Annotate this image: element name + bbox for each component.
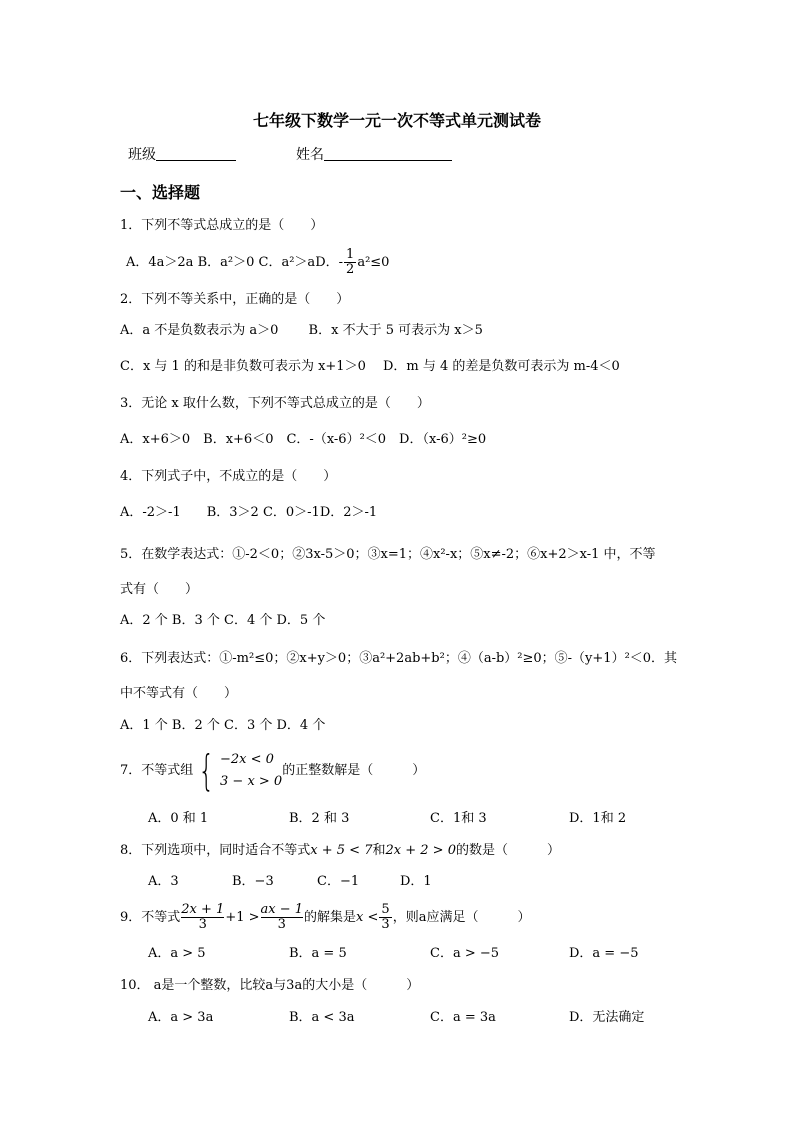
q2-options-line-1[interactable]: A．a 不是负数表示为 a＞0 B．x 不大于 5 可表示为 x＞5 <box>120 323 483 338</box>
q5-options[interactable]: A．2 个 B．3 个 C．4 个 D．5 个 <box>120 613 326 628</box>
q7-eq-1: −2x < 0 <box>220 751 274 767</box>
question-7-stem <box>120 745 426 795</box>
q9-suffix: ，则a应满足（ ） <box>392 910 531 925</box>
q6-options[interactable]: A．1 个 B．2 个 C．3 个 D．4 个 <box>120 718 326 733</box>
q7-suffix: 的正整数解是（ ） <box>282 763 426 778</box>
q9-x-lt: x < <box>356 910 379 925</box>
q9-fraction-1 <box>181 903 224 932</box>
brace-icon: { <box>198 745 215 795</box>
q2-options-line-2[interactable]: C．x 与 1 的和是非负数可表示为 x+1＞0 D．m 与 4 的差是负数可表示为 m-4＜0 <box>120 359 620 374</box>
question-5-stem-line-2: 式有（ ） <box>120 582 199 597</box>
q9-fraction-2 <box>261 903 304 932</box>
q8-mid: 和 <box>372 843 386 858</box>
q8-option-c[interactable]: C．−1 <box>317 874 360 889</box>
q1-frac-num: 1 <box>346 247 355 262</box>
class-field[interactable] <box>128 146 236 163</box>
section-heading: 一、选择题 <box>120 183 201 202</box>
q1-option-d-label: D． <box>315 255 339 270</box>
name-label: 姓名 <box>296 147 324 163</box>
q9-f1-num: 2x + 1 <box>181 902 225 917</box>
q7-option-a[interactable]: A．0 和 1 <box>148 811 209 826</box>
q9-option-c[interactable]: C．a > −5 <box>430 946 500 961</box>
q4-options[interactable]: A．-2＞-1 B．3＞2 C．0＞-1D．2＞-1 <box>120 505 378 520</box>
q1-option-d[interactable]: D．- $\frac{1}{2}$ a²≤0 <box>315 247 390 277</box>
q3-options[interactable]: A．x+6＞0 B．x+6＜0 C．-（x-6）²＜0 D．（x-6）²≥0 <box>120 432 487 447</box>
question-4-stem: 4．下列式子中，不成立的是（ ） <box>120 469 337 484</box>
q8-option-b[interactable]: B．−3 <box>232 874 274 889</box>
question-3-stem: 3．无论 x 取什么数，下列不等式总成立的是（ ） <box>120 396 430 411</box>
name-field[interactable] <box>296 146 452 163</box>
q9-option-b[interactable]: B．a = 5 <box>289 946 347 961</box>
q8-ineq-2: 2x + 2 > 0 <box>385 843 456 858</box>
question-1-stem: 1．下列不等式总成立的是（ ） <box>120 218 324 233</box>
q9-f1-den: 3 <box>198 917 207 932</box>
q9-option-d[interactable]: D．a = −5 <box>569 946 639 961</box>
q7-option-d[interactable]: D．1和 2 <box>569 811 627 826</box>
q7-prefix: 7．不等式组 <box>120 763 194 778</box>
q8-option-d[interactable]: D．1 <box>400 874 432 889</box>
q7-eq-2: 3 − x > 0 <box>220 773 283 789</box>
page-title: 七年级下数学一元一次不等式单元测试卷 <box>252 111 541 130</box>
q9-f3-den: 3 <box>381 917 390 932</box>
q9-prefix: 9．不等式 <box>120 910 181 925</box>
q1-option-d-rest: a²≤0 <box>357 255 390 270</box>
class-label: 班级 <box>128 147 156 163</box>
q10-option-d[interactable]: D．无法确定 <box>569 1010 645 1025</box>
name-blank[interactable] <box>324 146 452 161</box>
q9-f2-den: 3 <box>277 917 286 932</box>
q9-fraction-3 <box>379 903 391 932</box>
q7-system <box>220 749 282 793</box>
q7-option-c[interactable]: C．1和 3 <box>430 811 487 826</box>
q10-option-c[interactable]: C．a = 3a <box>430 1010 496 1025</box>
q1-option-a[interactable]: A．4a＞2a <box>126 255 194 270</box>
q9-mid: 的解集是 <box>304 910 357 925</box>
q8-option-a[interactable]: A．3 <box>148 874 179 889</box>
q10-option-a[interactable]: A．a > 3a <box>148 1010 214 1025</box>
question-5-stem-line-1: 5．在数学表达式：①-2＜0；②3x-5＞0；③x=1；④x²-x；⑤x≠-2；⑥x+2＞x-1 中，不等 <box>120 547 656 562</box>
q8-prefix: 8．下列选项中，同时适合不等式 <box>120 843 311 858</box>
q9-plus: +1 > <box>225 910 260 925</box>
q1-option-b[interactable]: B．a²＞0 <box>197 255 255 270</box>
question-8-stem <box>120 843 560 859</box>
q7-option-b[interactable]: B．2 和 3 <box>289 811 350 826</box>
question-1-options <box>126 246 389 280</box>
question-6-stem-line-2: 中不等式有（ ） <box>120 686 238 701</box>
q9-f2-num: ax − 1 <box>260 902 304 917</box>
question-6-stem-line-1: 6．下列表达式：①-m²≤0；②x+y＞0；③a²+2ab+b²；④（a-b）²≥0；⑤-（y+1）²＜0．其 <box>120 651 678 666</box>
class-blank[interactable] <box>156 146 236 161</box>
q9-option-a[interactable]: A．a > 5 <box>148 946 206 961</box>
q10-option-b[interactable]: B．a < 3a <box>289 1010 355 1025</box>
q1-frac-den: 2 <box>346 262 355 277</box>
q8-suffix: 的数是（ ） <box>455 843 560 858</box>
question-2-stem: 2．下列不等关系中，正确的是（ ） <box>120 292 350 307</box>
question-9-stem <box>120 898 530 938</box>
q9-f3-num: 5 <box>381 902 390 917</box>
q1-option-c[interactable]: C．a²＞a <box>258 255 316 270</box>
q8-ineq-1: x + 5 < 7 <box>310 843 373 858</box>
question-10-stem: 10． a是一个整数，比较a与3a的大小是（ ） <box>120 978 420 993</box>
q1-fraction <box>344 248 356 277</box>
